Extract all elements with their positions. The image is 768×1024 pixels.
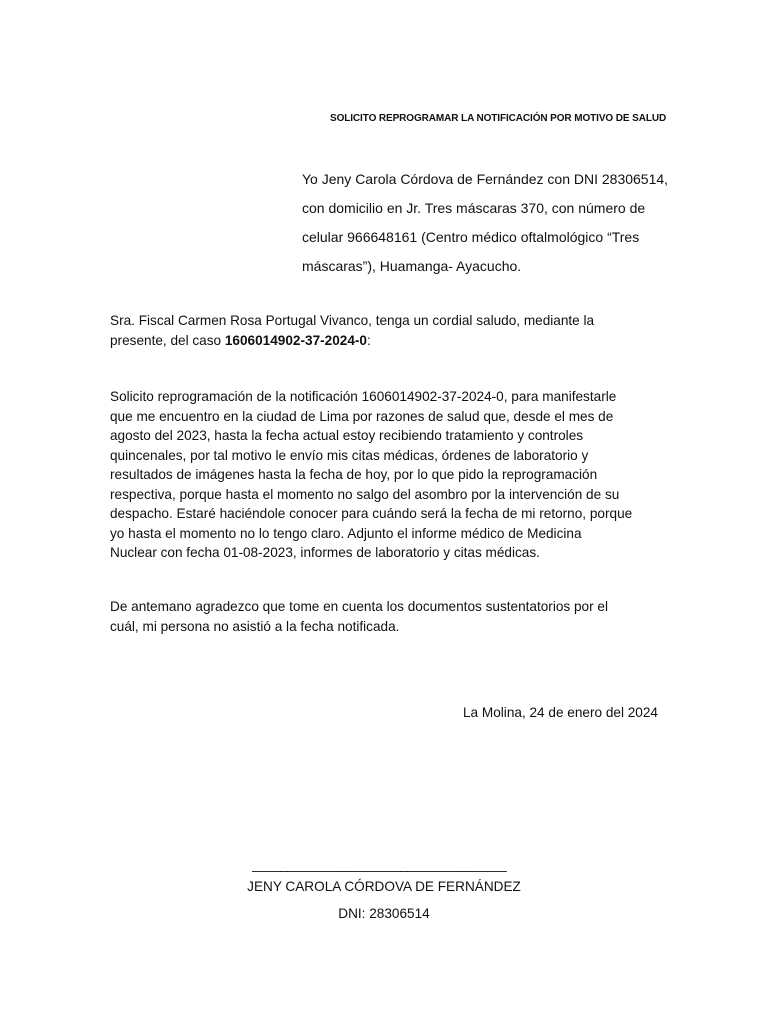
salutation-text: presente, del caso [110,332,225,348]
closing-line: De antemano agradezco que tome en cuenta los documentos sustentatorios por el [110,599,608,614]
signer-name: JENY CAROLA CÓRDOVA DE FERNÁNDEZ [247,879,521,894]
request-line: quincenales, por tal motivo le envío mis citas médicas, órdenes de laboratorio y [110,447,589,463]
request-line: yo hasta el momento no lo tengo claro. Adjunto el informe médico de Medicina [110,525,582,541]
identity-line: celular 966648161 (Centro médico oftalmológico “Tres [302,229,640,245]
request-line: que me encuentro en la ciudad de Lima por razones de salud que, desde el mes de [110,408,614,424]
identity-line: Yo Jeny Carola Córdova de Fernández con DNI 28306514, [302,171,669,187]
request-paragraph [110,387,666,563]
closing-line: cuál, mi persona no asistió a la fecha notificada. [110,618,400,634]
case-number: 1606014902-37-2024-0 [224,332,367,348]
signer-dni: DNI: 28306514 [338,906,430,921]
request-line: resultados de imágenes hasta la fecha de hoy, por lo que pido la reprogramación [110,467,598,482]
request-line: Nuclear con fecha 01-08-2023, informes de laboratorio y citas médicas. [110,545,540,560]
salutation-colon: : [366,332,371,348]
salutation-line [110,331,666,351]
salutation-paragraph [110,311,666,350]
salutation-line: Sra. Fiscal Carmen Rosa Portugal Vivanco, tenga un cordial saludo, mediante la [110,313,595,328]
request-line: Solicito reprogramación de la notificación 1606014902-37-2024-0, para manifestarle [110,389,617,404]
identity-line: con domicilio en Jr. Tres máscaras 370, con número de [302,200,646,216]
signature-line: ____________________________________ [252,857,507,872]
place-and-date: La Molina, 24 de enero del 2024 [463,705,658,720]
request-line: agosto del 2023, hasta la fecha actual estoy recibiendo tratamiento y controles [110,428,584,443]
request-line: despacho. Estaré haciéndole conocer para cuándo será la fecha de mi retorno, porque [110,506,633,521]
identity-line: máscaras”), Huamanga- Ayacucho. [302,258,522,274]
request-line: respectiva, porque hasta el momento no salgo del asombro por la intervención de su [110,486,620,502]
closing-paragraph [110,597,666,636]
letter-heading: SOLICITO REPROGRAMAR LA NOTIFICACIÓN POR MOTIVO DE SALUD [330,113,667,124]
identity-block [302,165,672,281]
